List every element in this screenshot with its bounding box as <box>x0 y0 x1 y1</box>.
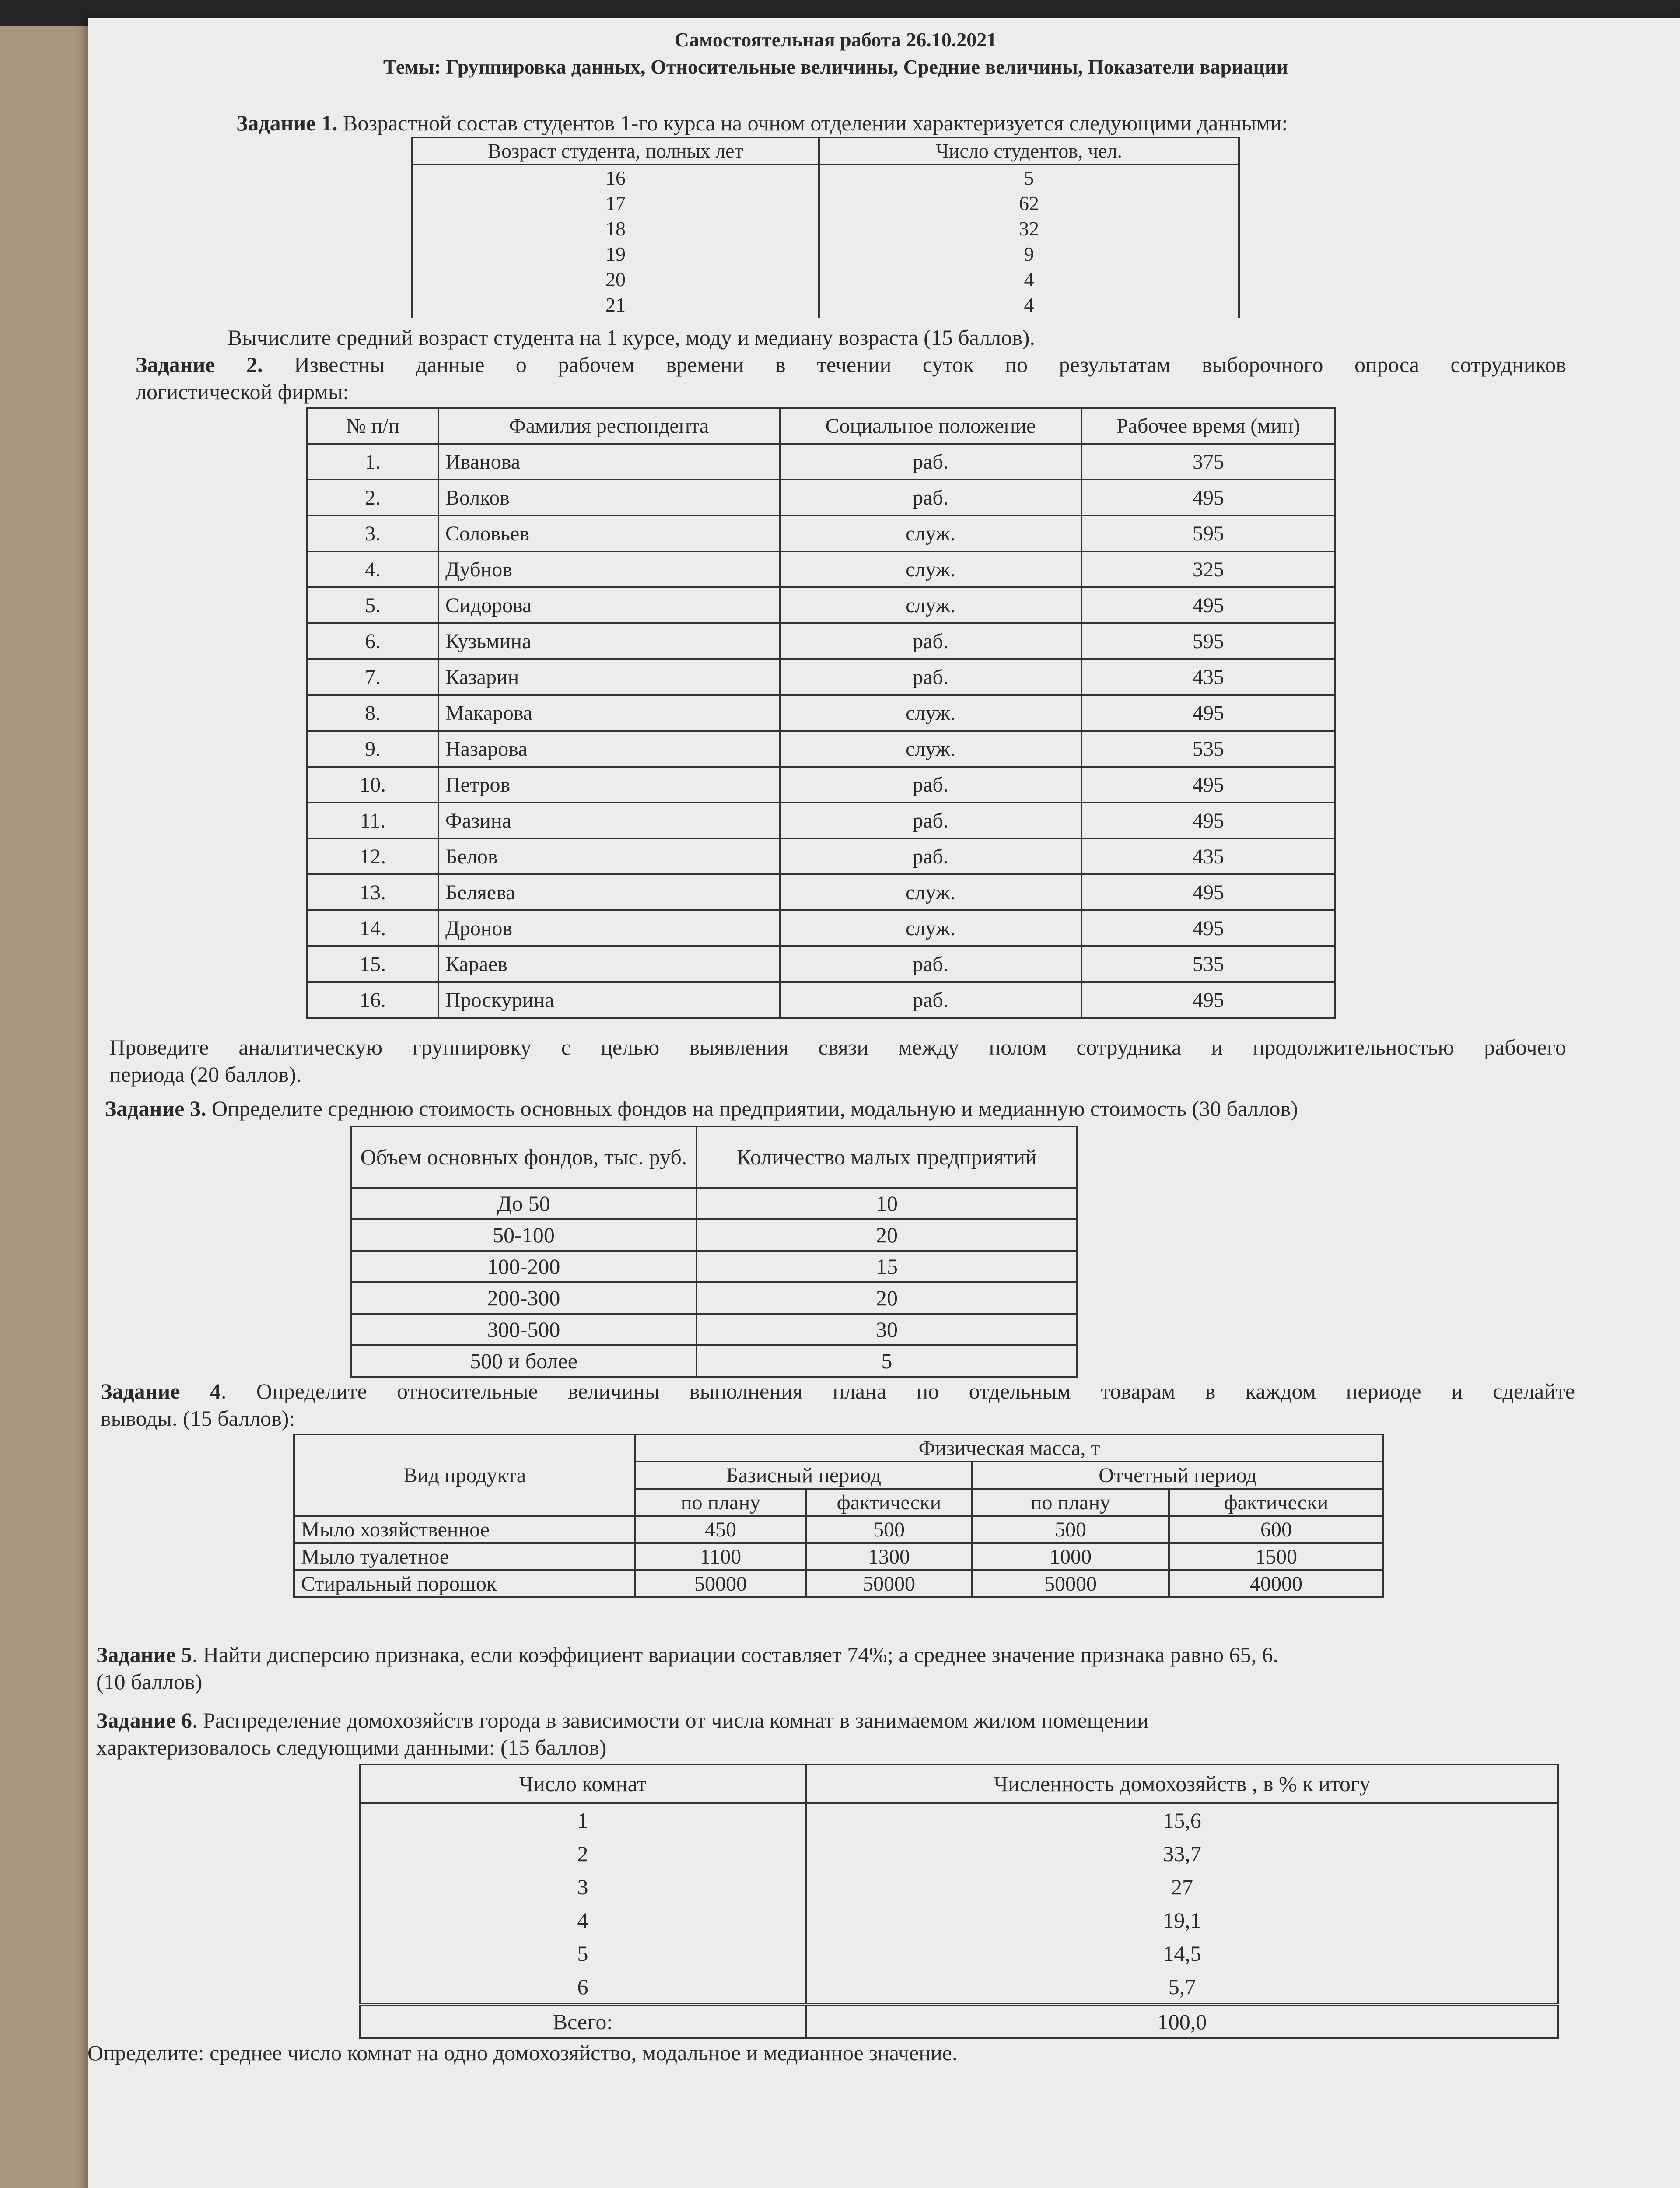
task6-intro-text: . Распределение домохозяйств города в зависимости от числа комнат в занимаемом жилом помещении <box>192 1708 1149 1732</box>
task3-table-row <box>351 1251 1077 1282</box>
task3-table <box>350 1126 1078 1378</box>
task2-table-row-cell: 535 <box>1082 731 1335 767</box>
task6-label: Задание 6 <box>96 1708 192 1732</box>
t4-header-report-fact: фактически <box>1169 1489 1383 1516</box>
task2-table-row <box>307 946 1335 982</box>
t6-total-value: 100,0 <box>806 2005 1558 2038</box>
task4-intro <box>101 1378 1575 1432</box>
task1-table-row-cell: 9 <box>819 242 1239 267</box>
task2-table-row <box>307 515 1335 551</box>
task6-table-row-cell: 5,7 <box>806 1970 1558 2005</box>
task2-table-row-cell: 11. <box>307 803 438 838</box>
task3-table-row <box>351 1314 1077 1345</box>
task2-table-row-cell: 495 <box>1082 767 1335 803</box>
task2-table-row-cell: раб. <box>780 480 1082 515</box>
task2-table-row-cell: 495 <box>1082 587 1335 623</box>
task4-table-row-cell: 40000 <box>1169 1570 1383 1597</box>
task3-intro <box>105 1095 1592 1122</box>
task1-table-row-cell: 62 <box>819 191 1239 216</box>
task2-table-row-cell: Фазина <box>438 803 780 838</box>
task1-question-text: Вычислите средний возраст студента на 1 курсе, моду и медиану возраста (15 баллов). <box>228 325 1035 350</box>
t2-header-status: Социальное положение <box>780 408 1082 444</box>
task5-label: Задание 5 <box>96 1642 192 1667</box>
task3-table-row-cell: 10 <box>696 1188 1077 1219</box>
task2-table-row <box>307 767 1335 803</box>
task3-table-row-cell: 200-300 <box>351 1282 696 1314</box>
task6-intro-line2: характеризовалось следующими данными: (15 баллов) <box>96 1735 607 1760</box>
task2-table-row-cell: служ. <box>780 515 1082 551</box>
t4-header-base-fact: фактически <box>806 1489 972 1516</box>
task2-table-row-cell: 7. <box>307 659 438 695</box>
task2-table-row-cell: служ. <box>780 874 1082 910</box>
t4-header-mass: Физическая масса, т <box>635 1434 1383 1462</box>
t1-header-age: Возраст студента, полных лет <box>412 137 819 165</box>
task2-table-row-cell: раб. <box>780 946 1082 982</box>
task1-intro <box>236 109 1549 137</box>
task2-table-row-cell: раб. <box>780 838 1082 874</box>
task2-question-line1: Проведите аналитическую группировку с целью выявления связи между полом сотрудника и продолжительностью рабочего <box>109 1035 1566 1059</box>
task2-table-row-cell: 495 <box>1082 803 1335 838</box>
task2-intro-line2: логистической фирмы: <box>136 379 349 404</box>
task1-table-row <box>412 242 1239 267</box>
task4-intro-line2: выводы. (15 баллов): <box>101 1406 295 1431</box>
task2-table-row-cell: 595 <box>1082 515 1335 551</box>
task6-table-row-cell: 14,5 <box>806 1937 1558 1970</box>
task2-table-row-cell: Дронов <box>438 910 780 946</box>
task1-table-row <box>412 191 1239 216</box>
task2-table-row-cell: 2. <box>307 480 438 515</box>
task6-table-row <box>360 1870 1558 1904</box>
task6-table-row-cell: 3 <box>360 1870 806 1904</box>
t2-header-num: № п/п <box>307 408 438 444</box>
task1-question <box>228 324 1540 351</box>
task6-table-row-cell: 15,6 <box>806 1803 1558 1837</box>
task4-table-row <box>294 1570 1383 1597</box>
task2-table-row-cell: 12. <box>307 838 438 874</box>
task2-table-row <box>307 587 1335 623</box>
task1-table-row-cell: 18 <box>412 216 819 242</box>
task2-table-row-cell: 13. <box>307 874 438 910</box>
task2-table-row-cell: Соловьев <box>438 515 780 551</box>
task3-table-row-cell: 50-100 <box>351 1219 696 1251</box>
task4-intro-text: . Определите относительные величины выполнения плана по отдельным товарам в каждом периоде и сделайте <box>220 1379 1575 1403</box>
task4-table-row-cell: Мыло туалетное <box>294 1543 635 1570</box>
task2-table-row-cell: Сидорова <box>438 587 780 623</box>
task2-table-row-cell: 495 <box>1082 910 1335 946</box>
task2-question-line2: периода (20 баллов). <box>109 1062 302 1087</box>
t2-header-surname: Фамилия респондента <box>438 408 780 444</box>
task6-table-row-cell: 4 <box>360 1904 806 1937</box>
task4-table-row-cell: 500 <box>806 1516 972 1543</box>
task2-label: Задание 2. <box>136 352 263 377</box>
task2-table-row-cell: 15. <box>307 946 438 982</box>
task2-question <box>109 1034 1566 1088</box>
task2-intro <box>136 351 1566 405</box>
worksheet-topics: Темы: Группировка данных, Относительные величины, Средние величины, Показатели вариации <box>383 56 1288 78</box>
task1-table-row <box>412 267 1239 292</box>
task2-table-row-cell: 3. <box>307 515 438 551</box>
task6-table-row <box>360 1803 1558 1837</box>
task2-table-row-cell: 375 <box>1082 444 1335 480</box>
task2-table-row <box>307 623 1335 659</box>
t4-header-base-period: Базисный период <box>635 1462 972 1489</box>
task3-table-row-cell: 100-200 <box>351 1251 696 1282</box>
task2-table-row-cell: 325 <box>1082 551 1335 587</box>
task1-table-row-cell: 21 <box>412 292 819 318</box>
task2-table-row <box>307 551 1335 587</box>
task2-intro-text: Известны данные о рабочем времени в течении суток по результатам выборочного опроса сотрудников <box>294 352 1566 377</box>
task2-table-row-cell: Волков <box>438 480 780 515</box>
task3-table-row-cell: 20 <box>696 1282 1077 1314</box>
t3-header-fund-volume: Объем основных фондов, тыс. руб. <box>351 1126 696 1188</box>
task5-text-line1: . Найти дисперсию признака, если коэффициент вариации составляет 74%; а среднее значение признака равно 65, 6. <box>192 1642 1279 1667</box>
task6-table-row <box>360 1937 1558 1970</box>
task1-table-row-cell: 17 <box>412 191 819 216</box>
task3-table-row-cell: 30 <box>696 1314 1077 1345</box>
task1-table-row <box>412 292 1239 318</box>
task1-label: Задание 1. <box>236 111 338 135</box>
task2-table-row-cell: 16. <box>307 982 438 1018</box>
task2-table-row-cell: служ. <box>780 695 1082 731</box>
task2-table-row-cell: Макарова <box>438 695 780 731</box>
task6-table-row-cell: 33,7 <box>806 1837 1558 1870</box>
worksheet-title: Самостоятельная работа 26.10.2021 <box>674 28 997 51</box>
task2-table-row-cell: раб. <box>780 659 1082 695</box>
task3-table-row-cell: 20 <box>696 1219 1077 1251</box>
task2-table-row <box>307 838 1335 874</box>
task2-table-row-cell: 14. <box>307 910 438 946</box>
task2-table-row <box>307 982 1335 1018</box>
task2-table-row-cell: 495 <box>1082 874 1335 910</box>
task6-question <box>88 2039 1584 2066</box>
task6-table-row <box>360 1904 1558 1937</box>
task2-table-row-cell: 435 <box>1082 838 1335 874</box>
task6-table-row-cell: 19,1 <box>806 1904 1558 1937</box>
task2-table <box>306 407 1336 1019</box>
task6-table-row-cell: 2 <box>360 1837 806 1870</box>
t6-header-rooms: Число комнат <box>360 1764 806 1803</box>
task2-table-row-cell: 535 <box>1082 946 1335 982</box>
task2-table-row-cell: 6. <box>307 623 438 659</box>
task3-table-row <box>351 1345 1077 1377</box>
task4-table-row <box>294 1543 1383 1570</box>
task2-table-row-cell: раб. <box>780 803 1082 838</box>
task6-table-row <box>360 1837 1558 1870</box>
task4-table-row-cell: 50000 <box>635 1570 806 1597</box>
task2-table-row-cell: раб. <box>780 982 1082 1018</box>
task2-table-row-cell: Назарова <box>438 731 780 767</box>
task2-table-row-cell: Иванова <box>438 444 780 480</box>
task2-table-row-cell: 1. <box>307 444 438 480</box>
task5-text-line2: (10 баллов) <box>96 1669 203 1694</box>
task2-table-row-cell: Казарин <box>438 659 780 695</box>
task2-table-row-cell: 8. <box>307 695 438 731</box>
t3-header-company-count: Количество малых предприятий <box>696 1126 1077 1188</box>
task3-label: Задание 3. <box>105 1096 206 1121</box>
task4-table-row <box>294 1516 1383 1543</box>
task3-table-row-cell: 5 <box>696 1345 1077 1377</box>
task2-table-row-cell: Кузьмина <box>438 623 780 659</box>
task2-table-row-cell: служ. <box>780 910 1082 946</box>
task4-table-row-cell: Стиральный порошок <box>294 1570 635 1597</box>
task1-table-row-cell: 20 <box>412 267 819 292</box>
task2-table-row-cell: Беляева <box>438 874 780 910</box>
task2-table-row <box>307 803 1335 838</box>
task4-table-row-cell: 450 <box>635 1516 806 1543</box>
task5-text <box>96 1641 1592 1695</box>
task4-table-row-cell: Мыло хозяйственное <box>294 1516 635 1543</box>
task6-table-row-cell: 1 <box>360 1803 806 1837</box>
task3-table-row <box>351 1282 1077 1314</box>
task4-table-row-cell: 600 <box>1169 1516 1383 1543</box>
task3-table-row-cell: 300-500 <box>351 1314 696 1345</box>
task2-table-row <box>307 695 1335 731</box>
task4-table-row-cell: 500 <box>972 1516 1169 1543</box>
t4-header-product: Вид продукта <box>294 1434 635 1516</box>
task3-table-row-cell: До 50 <box>351 1188 696 1219</box>
task4-label: Задание 4 <box>101 1379 221 1403</box>
task2-table-row-cell: служ. <box>780 587 1082 623</box>
task2-table-row <box>307 659 1335 695</box>
task2-table-row-cell: 5. <box>307 587 438 623</box>
task2-table-row-cell: 9. <box>307 731 438 767</box>
task2-table-row-cell: 4. <box>307 551 438 587</box>
task2-table-row <box>307 444 1335 480</box>
task2-table-row-cell: 495 <box>1082 695 1335 731</box>
task2-table-row-cell: 495 <box>1082 480 1335 515</box>
worksheet-header <box>88 26 1584 81</box>
task1-table-row-cell: 5 <box>819 165 1239 191</box>
task2-table-row <box>307 910 1335 946</box>
task3-table-row <box>351 1219 1077 1251</box>
task2-table-row-cell: 495 <box>1082 982 1335 1018</box>
task6-table <box>359 1764 1559 2039</box>
task2-table-row-cell: Белов <box>438 838 780 874</box>
task1-table-row <box>412 216 1239 242</box>
task2-table-row-cell: 10. <box>307 767 438 803</box>
worksheet-page <box>88 18 1680 2188</box>
task6-table-row-cell: 6 <box>360 1970 806 2005</box>
task6-question-text: Определите: среднее число комнат на одно домохозяйство, модальное и медианное значение. <box>88 2041 958 2065</box>
task6-table-row-cell: 5 <box>360 1937 806 1970</box>
task3-table-row <box>351 1188 1077 1219</box>
task4-table-row-cell: 1000 <box>972 1543 1169 1570</box>
task4-table <box>293 1434 1384 1598</box>
task2-table-row-cell: 595 <box>1082 623 1335 659</box>
task1-table-row <box>412 165 1239 191</box>
t4-header-report-plan: по плану <box>972 1489 1169 1516</box>
task2-table-row <box>307 480 1335 515</box>
task3-intro-text: Определите среднюю стоимость основных фондов на предприятии, модальную и медианную стоимость (30 баллов) <box>212 1096 1298 1121</box>
t6-total-label: Всего: <box>360 2005 806 2038</box>
task1-table-row-cell: 4 <box>819 292 1239 318</box>
task1-table-row-cell: 16 <box>412 165 819 191</box>
task2-table-row-cell: Проскурина <box>438 982 780 1018</box>
task1-table-row-cell: 32 <box>819 216 1239 242</box>
task6-table-row-cell: 27 <box>806 1870 1558 1904</box>
task2-table-row-cell: 435 <box>1082 659 1335 695</box>
task2-table-row-cell: Дубнов <box>438 551 780 587</box>
task1-table <box>411 137 1240 318</box>
task2-table-row-cell: Караев <box>438 946 780 982</box>
task4-table-row-cell: 50000 <box>972 1570 1169 1597</box>
task2-table-row-cell: раб. <box>780 767 1082 803</box>
t6-header-households: Численность домохозяйств , в % к итогу <box>806 1764 1558 1803</box>
task1-intro-text: Возрастной состав студентов 1-го курса на очном отделении характеризуется следующими данными: <box>343 111 1288 135</box>
task4-table-row-cell: 50000 <box>806 1570 972 1597</box>
task2-table-row-cell: служ. <box>780 731 1082 767</box>
task2-table-row-cell: служ. <box>780 551 1082 587</box>
task2-table-row-cell: раб. <box>780 444 1082 480</box>
t4-header-report-period: Отчетный период <box>972 1462 1383 1489</box>
task2-table-row-cell: Петров <box>438 767 780 803</box>
task2-table-row <box>307 874 1335 910</box>
task2-table-row <box>307 731 1335 767</box>
task4-table-row-cell: 1100 <box>635 1543 806 1570</box>
t1-header-count: Число студентов, чел. <box>819 137 1239 165</box>
task4-table-row-cell: 1300 <box>806 1543 972 1570</box>
t4-header-base-plan: по плану <box>635 1489 806 1516</box>
task4-table-row-cell: 1500 <box>1169 1543 1383 1570</box>
task3-table-row-cell: 15 <box>696 1251 1077 1282</box>
task3-table-row-cell: 500 и более <box>351 1345 696 1377</box>
task6-intro <box>96 1707 1592 1761</box>
task2-table-row-cell: раб. <box>780 623 1082 659</box>
task6-table-row <box>360 1970 1558 2005</box>
t2-header-worktime: Рабочее время (мин) <box>1082 408 1335 444</box>
task1-table-row-cell: 4 <box>819 267 1239 292</box>
task1-table-row-cell: 19 <box>412 242 819 267</box>
